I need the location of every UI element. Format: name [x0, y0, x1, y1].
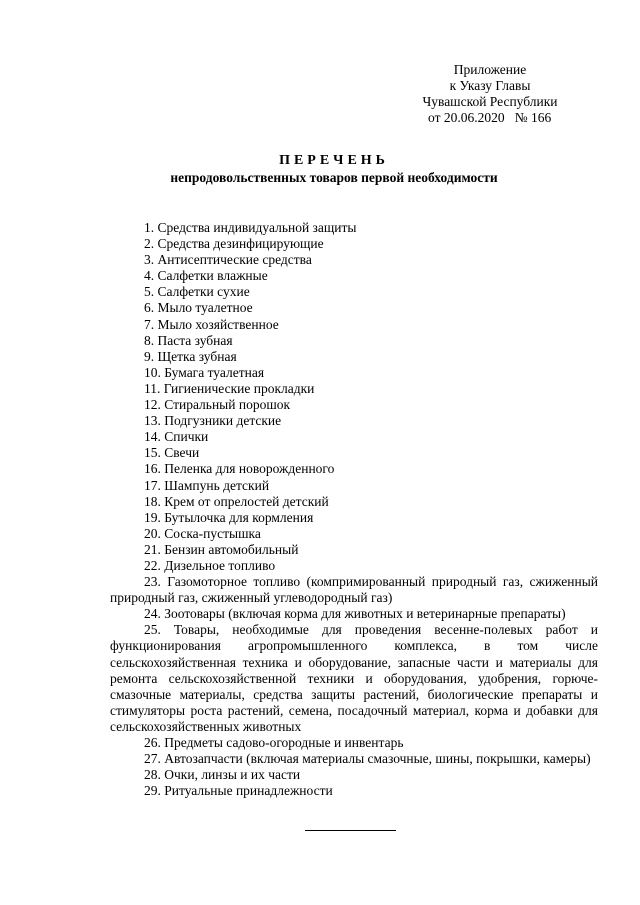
list-item: 2. Средства дезинфицирующие	[144, 236, 324, 252]
list-item: 14. Спички	[144, 429, 209, 445]
goods-list	[110, 220, 598, 799]
list-item: 28. Очки, линзы и их части	[144, 767, 301, 783]
list-item: 7. Мыло хозяйственное	[144, 316, 279, 332]
appendix-line-3: Чувашской Республики	[422, 94, 558, 109]
list-item: 5. Салфетки сухие	[144, 284, 250, 300]
appendix-line-2: к Указу Главы	[449, 78, 531, 93]
list-item: 11. Гигиенические прокладки	[144, 380, 315, 396]
appendix-decree-date-number: от 20.06.2020 № 166	[428, 110, 552, 125]
closing-divider-line	[305, 830, 396, 831]
list-item: 25. Товары, необходимые для проведения весенне-полевых работ и функционирования агропромышленного комплекса, в том числе сельскохозяйственная техника и оборудование, запасные части и материалы для ремонта сельскохозяйственной техники и оборудования, удобрения, горюче-смазочные материалы, средства защиты растений, биологические препараты и стимуляторы роста растений, семена, посадочный материал, корма и добавки для сельскохозяйственных животных	[110, 622, 598, 734]
appendix-line-1: Приложение	[453, 62, 527, 77]
document-title: ПЕРЕЧЕНЬ	[279, 153, 389, 168]
document-subtitle: непродовольственных товаров первой необходимости	[170, 170, 498, 185]
list-item: 16. Пеленка для новорожденного	[144, 461, 335, 477]
list-item: 10. Бумага туалетная	[144, 364, 265, 380]
appendix-reference	[380, 62, 600, 126]
list-item: 23. Газомоторное топливо (компримированный природный газ, сжиженный природный газ, сжиженный углеводородный газ)	[110, 574, 598, 606]
list-item: 1. Средства индивидуальной защиты	[144, 220, 357, 235]
list-item: 19. Бутылочка для кормления	[144, 509, 314, 525]
list-item: 8. Паста зубная	[144, 332, 233, 348]
list-item: 22. Дизельное топливо	[144, 557, 276, 573]
list-item: 17. Шампунь детский	[144, 477, 270, 493]
list-item: 15. Свечи	[144, 445, 200, 461]
list-item: 6. Мыло туалетное	[144, 300, 253, 316]
list-item: 9. Щетка зубная	[144, 348, 237, 364]
list-item: 21. Бензин автомобильный	[144, 541, 299, 557]
list-item: 29. Ритуальные принадлежности	[144, 783, 333, 799]
list-item: 18. Крем от опрелостей детский	[144, 493, 329, 509]
list-item: 27. Автозапчасти (включая материалы смазочные, шины, покрышки, камеры)	[144, 751, 591, 767]
list-item: 3. Антисептические средства	[144, 252, 312, 268]
list-item: 12. Стиральный порошок	[144, 397, 291, 413]
list-item: 13. Подгузники детские	[144, 413, 282, 429]
list-item: 24. Зоотовары (включая корма для животных и ветеринарные препараты)	[144, 606, 566, 622]
list-item: 20. Соска-пустышка	[144, 525, 261, 541]
list-item: 26. Предметы садово-огородные и инвентарь	[144, 735, 404, 750]
list-item: 4. Салфетки влажные	[144, 268, 268, 284]
